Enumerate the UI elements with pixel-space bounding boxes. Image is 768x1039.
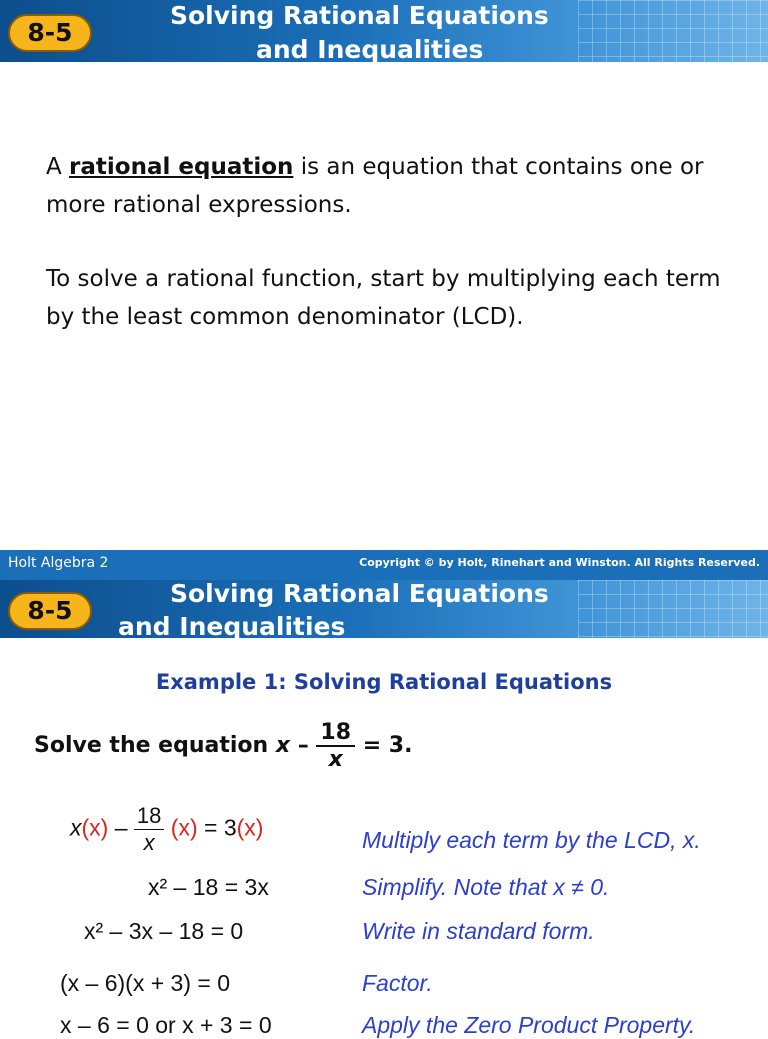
step-5-note: Apply the Zero Product Property. — [362, 1012, 696, 1038]
fraction-numerator: 18 — [316, 720, 355, 747]
lcd-multiplier: (x) — [236, 814, 264, 841]
header-title-line2: and Inequalities — [256, 35, 484, 64]
para1-rest: is an equation that contains one or more rational expressions. — [46, 154, 704, 218]
header-title-line2: and Inequalities — [118, 612, 346, 641]
step-3-note: Write in standard form. — [362, 918, 595, 944]
step-1-fraction — [134, 803, 164, 856]
header-grid-decoration — [578, 0, 768, 62]
solve-prefix: Solve the equation — [34, 733, 269, 758]
step-1-note: Multiply each term by the LCD, x. — [362, 827, 701, 853]
para1-prefix: A — [46, 154, 62, 180]
step-4-math: (x – 6)(x + 3) = 0 — [60, 970, 231, 996]
problem-statement — [34, 720, 412, 772]
lesson-badge: 8-5 — [8, 592, 92, 630]
step-4-note: Factor. — [362, 970, 433, 996]
step-5-math: x – 6 = 0 or x + 3 = 0 — [60, 1012, 272, 1038]
lcd-multiplier: (x) — [170, 814, 198, 841]
fraction-denominator: x — [143, 830, 155, 855]
definition-paragraph — [46, 148, 736, 224]
fraction-numerator: 18 — [134, 803, 164, 830]
slide-2 — [0, 579, 768, 1038]
problem-fraction — [316, 720, 355, 772]
solve-rhs: = 3. — [362, 733, 413, 758]
footer-bar — [0, 550, 768, 580]
lesson-badge: 8-5 — [8, 14, 92, 52]
key-term: rational equation — [69, 154, 294, 180]
step-2-note: Simplify. Note that x ≠ 0. — [362, 874, 610, 900]
header-title-line1: Solving Rational Equations — [170, 1, 549, 30]
step-2-math: x² – 18 = 3x — [148, 874, 269, 900]
equals-three: = 3 — [204, 814, 237, 841]
solve-var: x — [275, 733, 291, 758]
term-x: x — [70, 814, 82, 841]
slide-1-header — [0, 0, 768, 62]
solve-minus: – — [297, 733, 309, 758]
step-1-math — [70, 803, 263, 856]
lcd-multiplier: (x) — [81, 814, 109, 841]
slide-2-header — [0, 579, 768, 641]
fraction-denominator: x — [328, 747, 343, 772]
header-title-line1: Solving Rational Equations — [170, 579, 549, 608]
footer-course: Holt Algebra 2 — [8, 555, 109, 571]
footer-copyright: Copyright © by Holt, Rinehart and Winston. All Rights Reserved. — [359, 556, 760, 569]
lcd-paragraph: To solve a rational function, start by multiplying each term by the least common denominator (LCD). — [46, 266, 721, 330]
example-title: Example 1: Solving Rational Equations — [155, 670, 613, 694]
step-3-math: x² – 3x – 18 = 0 — [84, 918, 244, 944]
minus-sign: – — [114, 814, 128, 841]
header-grid-decoration — [578, 580, 768, 638]
